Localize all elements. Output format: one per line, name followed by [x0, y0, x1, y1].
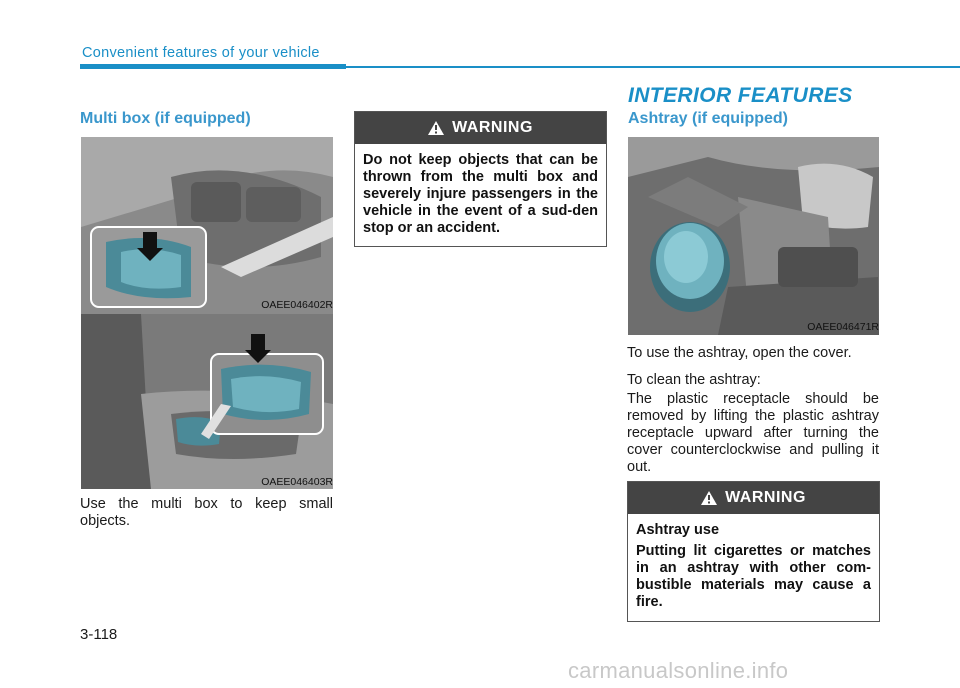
warning-header-2 — [628, 482, 879, 514]
image-code-1: OAEE046402R — [261, 299, 333, 311]
ashtray-text-1: To use the ashtray, open the cover. — [627, 345, 852, 361]
multi-box-text: Use the multi box to keep small objects. — [80, 496, 333, 529]
running-header: Convenient features of your vehicle — [82, 45, 320, 61]
page-number: 3-118 — [80, 626, 118, 643]
multi-box-photo-1 — [81, 137, 333, 314]
image-code-3: OAEE046471R — [807, 321, 879, 333]
watermark: carmanualsonline.info — [568, 658, 789, 683]
ashtray-text-3: The plastic receptacle should be removed by lifting the plastic ashtray receptacle upward after turning the cover counterclockwise and pulling it out. — [627, 391, 879, 475]
ashtray-text-2: To clean the ashtray: — [627, 372, 761, 388]
image-code-2: OAEE046403R — [261, 476, 333, 488]
warning-box-1 — [354, 111, 607, 247]
warning-title-1: WARNING — [452, 119, 533, 136]
multi-box-heading: Multi box (if equipped) — [80, 110, 251, 127]
ashtray-heading: Ashtray (if equipped) — [628, 110, 789, 127]
warning-box-2 — [627, 481, 880, 622]
warning-text-2: Putting lit cigarettes or matches in an ashtray with other com-bustible materials may cause a fire. — [636, 543, 871, 610]
warning-icon — [428, 121, 444, 135]
header-rule — [346, 66, 960, 68]
header-rule-thick — [80, 64, 346, 69]
warning-subtitle-2: Ashtray use — [636, 522, 720, 538]
section-title: INTERIOR FEATURES — [628, 84, 853, 107]
warning-text-1: Do not keep objects that can be thrown from the multi box and severely injure passengers in the vehicle in the event of a sud-den stop or an accident. — [363, 152, 598, 236]
warning-icon — [701, 491, 717, 505]
multi-box-photo-2 — [81, 314, 333, 489]
warning-header-1 — [355, 112, 606, 144]
warning-title-2: WARNING — [725, 489, 806, 506]
ashtray-photo — [628, 137, 879, 335]
